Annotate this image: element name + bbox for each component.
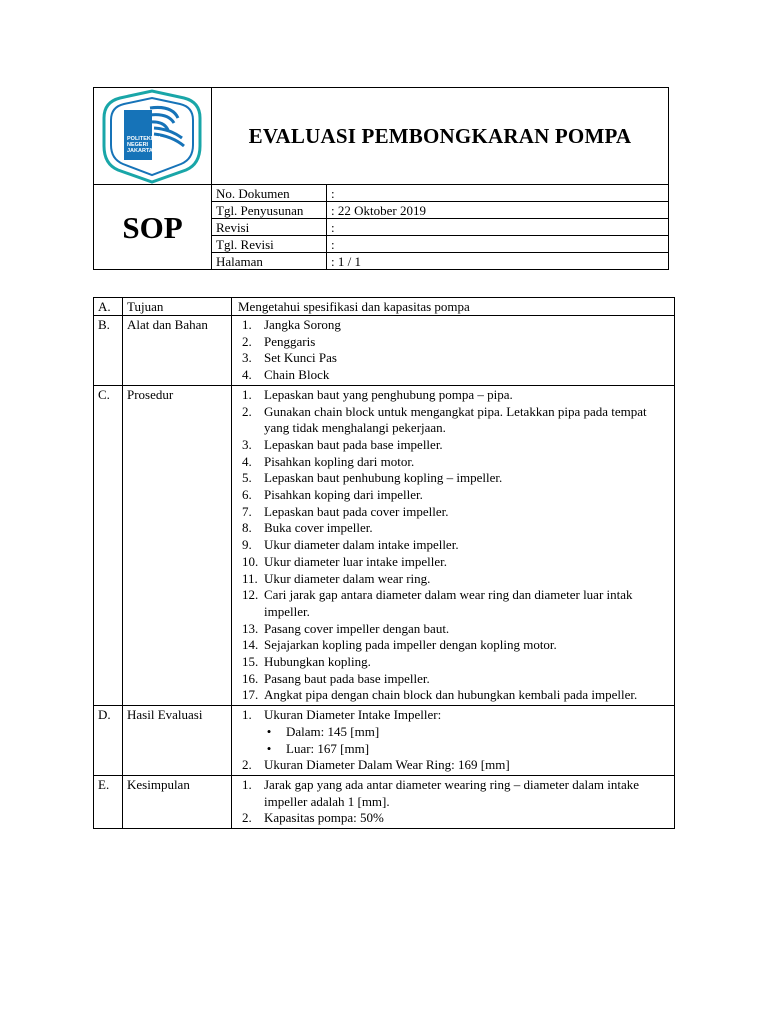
list-item: 3. Set Kunci Pas bbox=[242, 350, 337, 366]
results-sublist bbox=[238, 724, 668, 757]
list-item: 1. Lepaskan baut yang penghubung pompa – pipa. bbox=[242, 386, 513, 402]
meta-value: : bbox=[327, 236, 670, 253]
list-item: 17. Angkat pipa dengan chain block dan hubungkan kembali pada impeller. bbox=[242, 687, 638, 703]
document-header bbox=[93, 87, 669, 270]
list-item: 4. Pisahkan kopling dari motor. bbox=[242, 453, 415, 469]
tools-list-cell bbox=[232, 316, 675, 386]
section-label: Tujuan bbox=[123, 298, 232, 316]
document-title: EVALUASI PEMBONGKARAN POMPA bbox=[248, 123, 632, 148]
section-letter: E. bbox=[94, 775, 123, 828]
meta-row bbox=[212, 185, 669, 202]
title-cell bbox=[212, 88, 668, 184]
bullet-item: • Luar: 167 [mm] bbox=[238, 741, 668, 758]
bullet-item: • Dalam: 145 [mm] bbox=[238, 724, 668, 741]
section-a-row bbox=[94, 298, 675, 316]
meta-key: Revisi bbox=[212, 219, 327, 236]
section-letter: B. bbox=[94, 316, 123, 386]
list-item: 1. Jarak gap yang ada antar diameter wearing ring – diameter dalam intake impeller adalah 1 [mm]. bbox=[242, 776, 640, 809]
logo-line-3: JAKARTA bbox=[127, 148, 153, 154]
section-letter: A. bbox=[94, 298, 123, 316]
list-item: 9. Ukur diameter dalam intake impeller. bbox=[242, 537, 459, 553]
list-item: 11. Ukur diameter dalam wear ring. bbox=[242, 570, 431, 586]
results-list bbox=[238, 707, 668, 724]
list-item: 6. Pisahkan koping dari impeller. bbox=[242, 487, 423, 503]
meta-key: Tgl. Penyusunan bbox=[212, 202, 327, 219]
meta-key: Halaman bbox=[212, 253, 327, 270]
pnj-logo bbox=[94, 88, 212, 184]
section-c-row bbox=[94, 385, 675, 705]
results-list-continued bbox=[238, 757, 668, 774]
section-d-row bbox=[94, 706, 675, 776]
list-item: 15. Hubungkan kopling. bbox=[242, 654, 371, 670]
procedure-list-cell bbox=[232, 385, 675, 705]
list-item: 2. Kapasitas pompa: 50% bbox=[242, 810, 384, 826]
document-meta-table bbox=[212, 184, 669, 269]
list-item: 10. Ukur diameter luar intake impeller. bbox=[242, 553, 448, 569]
tools-list bbox=[238, 317, 668, 384]
meta-value: : 22 Oktober 2019 bbox=[327, 202, 670, 219]
list-item: 2. Gunakan chain block untuk mengangkat pipa. Letakkan pipa pada tempat yang tidak menghalangi pekerjaan. bbox=[242, 403, 647, 436]
section-label: Prosedur bbox=[123, 385, 232, 705]
meta-key: No. Dokumen bbox=[212, 185, 327, 202]
list-item: 8. Buka cover impeller. bbox=[242, 520, 373, 536]
section-label: Kesimpulan bbox=[123, 775, 232, 828]
conclusion-list bbox=[238, 777, 668, 827]
procedure-list bbox=[238, 387, 668, 704]
list-item: 4. Chain Block bbox=[242, 367, 330, 383]
meta-row bbox=[212, 202, 669, 219]
list-item: 12. Cari jarak gap antara diameter dalam wear ring dan diameter luar intak impeller. bbox=[242, 587, 633, 619]
section-label: Hasil Evaluasi bbox=[123, 706, 232, 776]
list-item: 16. Pasang baut pada base impeller. bbox=[242, 670, 430, 686]
list-item: 5. Lepaskan baut penhubung kopling – impeller. bbox=[242, 470, 503, 486]
meta-value: : 1 / 1 bbox=[327, 253, 670, 270]
meta-key: Tgl. Revisi bbox=[212, 236, 327, 253]
logo-cell bbox=[94, 88, 212, 184]
meta-row bbox=[212, 219, 669, 236]
section-label: Alat dan Bahan bbox=[123, 316, 232, 386]
bullet-icon: • bbox=[266, 740, 272, 756]
section-b-row bbox=[94, 316, 675, 386]
sop-cell bbox=[94, 184, 212, 270]
objective-text: Mengetahui spesifikasi dan kapasitas pompa bbox=[232, 298, 675, 316]
list-item: 2. Ukuran Diameter Dalam Wear Ring: 169 [mm] bbox=[242, 757, 510, 773]
list-item: 13. Pasang cover impeller dengan baut. bbox=[242, 620, 450, 636]
list-item: 3. Lepaskan baut pada base impeller. bbox=[242, 436, 443, 452]
meta-value: : bbox=[327, 219, 670, 236]
conclusion-cell bbox=[232, 775, 675, 828]
section-letter: D. bbox=[94, 706, 123, 776]
list-item: 1. Jangka Sorong bbox=[242, 317, 341, 332]
list-item: 14. Sejajarkan kopling pada impeller dengan kopling motor. bbox=[242, 637, 557, 653]
logo-line-2: NEGERI bbox=[127, 142, 149, 148]
section-letter: C. bbox=[94, 385, 123, 705]
list-item: 1. Ukuran Diameter Intake Impeller: bbox=[242, 707, 442, 723]
list-item: 2. Penggaris bbox=[242, 333, 316, 349]
section-e-row bbox=[94, 775, 675, 828]
logo-line-1: POLITEKNIK bbox=[127, 136, 161, 142]
bullet-icon: • bbox=[266, 723, 272, 739]
sop-content-table bbox=[93, 297, 675, 829]
list-item: 7. Lepaskan baut pada cover impeller. bbox=[242, 503, 449, 519]
meta-row bbox=[212, 236, 669, 253]
meta-row bbox=[212, 253, 669, 270]
results-cell bbox=[232, 706, 675, 776]
meta-value: : bbox=[327, 185, 670, 202]
sop-label: SOP bbox=[122, 209, 183, 245]
